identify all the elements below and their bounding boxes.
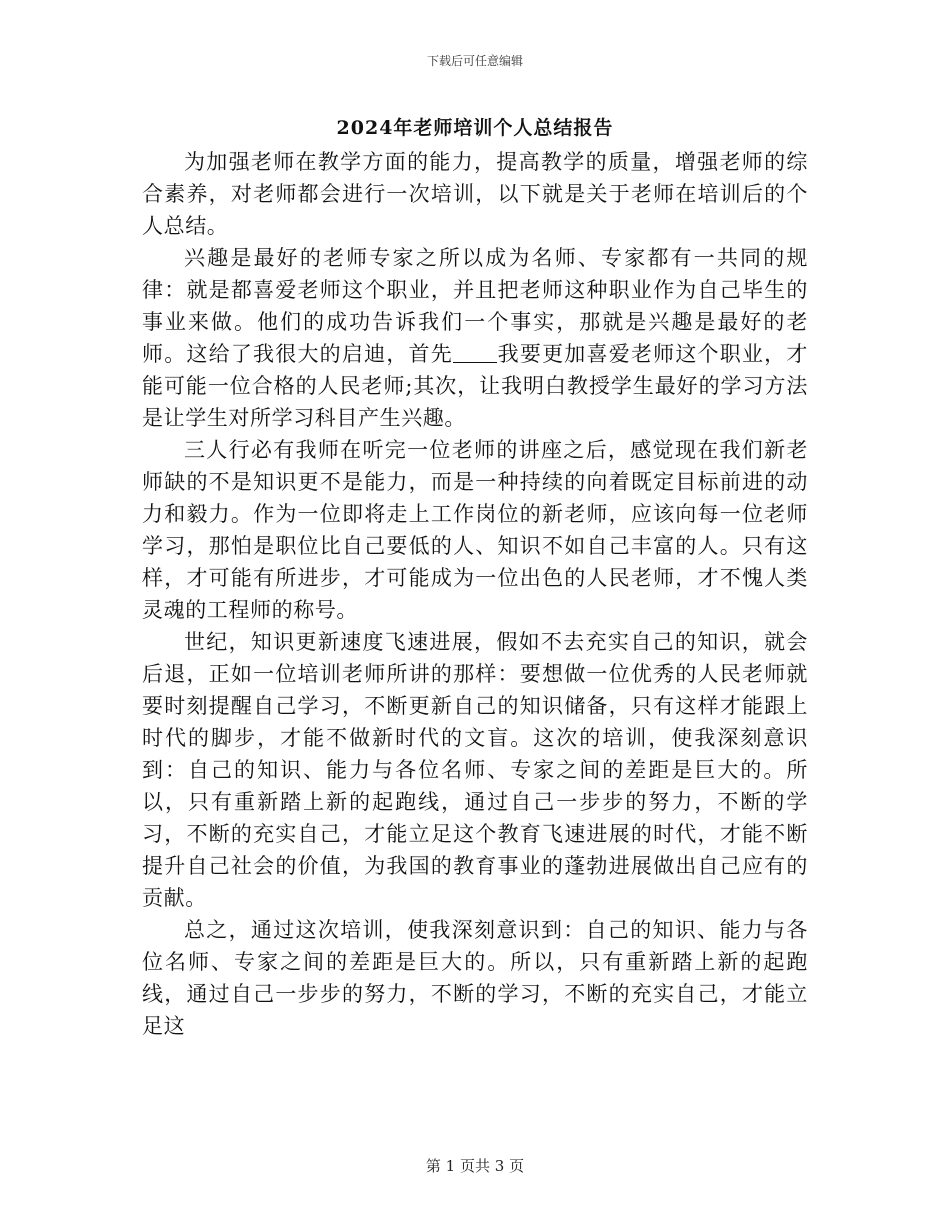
- paragraph-interest: [142, 242, 808, 434]
- paragraph-learn-from-others: 三人行必有我师在听完一位老师的讲座之后，感觉现在我们新老师缺的不是知识更不是能力，而是一种持续的向着既定目标前进的动力和毅力。作为一位即将走上工作岗位的新老师，应该向每一位老师学习，那怕是职位比自己要低的人、知识不如自己丰富的人。只有这样，才可能有所进步，才可能成为一位出色的人民老师，才不愧人类灵魂的工程师的称号。: [142, 438, 808, 622]
- document-body: [142, 146, 808, 1042]
- paragraph-interest-part-1: 兴趣是最好的老师专家之所以成为名师、专家都有一共同的规律：就是都喜爱老师这个职业，并且把老师这种职业作为自己毕生的事业来做。他们的成功告诉我们一个事实，那就是兴趣是最好的老师。这给了我很大的启迪，首先: [142, 246, 808, 366]
- paragraph-intro: 为加强老师在教学方面的能力，提高教学的质量，增强老师的综合素养，对老师都会进行一次培训，以下就是关于老师在培训后的个人总结。: [142, 150, 808, 238]
- paragraph-knowledge-update: 世纪，知识更新速度飞速进展，假如不去充实自己的知识，就会后退，正如一位培训老师所讲的那样：要想做一位优秀的人民老师就要时刻提醒自己学习，不断更新自己的知识储备，只有这样才能跟上时代的脚步，才能不做新时代的文盲。这次的培训，使我深刻意识到：自己的知识、能力与各位名师、专家之间的差距是巨大的。所以，只有重新踏上新的起跑线，通过自己一步步的努力，不断的学习，不断的充实自己，才能立足这个教育飞速进展的时代，才能不断提升自己社会的价值，为我国的教育事业的蓬勃进展做出自己应有的贡献。: [142, 630, 808, 910]
- fill-in-blank-line: [453, 341, 497, 363]
- page-header-note: 下载后可任意编辑: [426, 54, 523, 68]
- page-number-indicator: 第 1 页共 3 页: [425, 1157, 525, 1175]
- paragraph-interest-part-2: 我要更加喜爱老师这个职业，才能可能一位合格的人民老师;其次，让我明白教授学生最好的学习方法是让学生对所学习科目产生兴趣。: [142, 342, 808, 430]
- document-title: 2024年老师培训个人总结报告: [336, 117, 614, 139]
- paragraph-conclusion: 总之，通过这次培训，使我深刻意识到：自己的知识、能力与各位名师、专家之间的差距是巨大的。所以，只有重新踏上新的起跑线，通过自己一步步的努力，不断的学习，不断的充实自己，才能立足这: [142, 918, 808, 1038]
